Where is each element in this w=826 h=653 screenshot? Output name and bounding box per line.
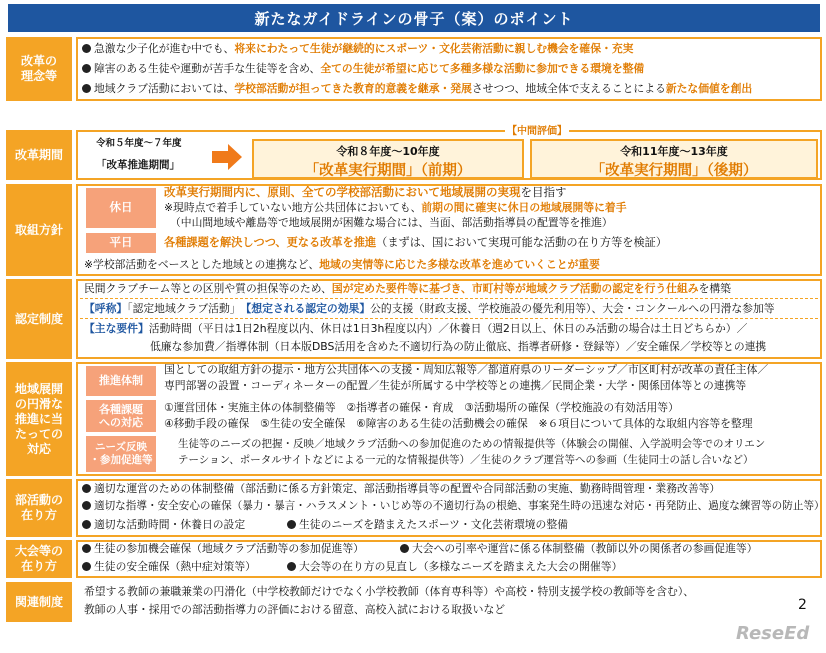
policy-note: ※学校部活動をベースとした地域との連携など、地域の実情等に応じた多様な改革を進めていくことが重要 bbox=[84, 258, 600, 271]
holiday-line-2: ※現時点で着手していない地方公共団体においても、前期の間に確実に休日の地域展開等に着手 bbox=[164, 201, 627, 214]
section-label-policy: 取組方針 bbox=[6, 184, 72, 276]
club-activity-line-3: 適切な活動時間・休養日の設定 bbox=[82, 517, 245, 532]
section-label-period: 改革期間 bbox=[6, 130, 72, 180]
holiday-line-1: 改革実行期間内に、原則、全ての学校部活動において地域展開の実現を目指す bbox=[164, 185, 567, 199]
section-label-tournament: 大会等の 在り方 bbox=[6, 540, 72, 578]
period-box-early bbox=[252, 139, 524, 179]
late-period-name: 「改革実行期間」（後期） bbox=[590, 163, 758, 179]
certification-line-1: 民間クラブチーム等との区別や質の担保等のため、国が定めた要件等に基づき、市町村等が地域クラブ活動の認定を行う仕組みを構築 bbox=[84, 282, 731, 295]
needs-label: ニーズ反映 ・参加促進等 bbox=[86, 436, 156, 472]
divider bbox=[80, 298, 818, 299]
promotion-period-name: 「改革推進期間」 bbox=[96, 159, 180, 171]
tournament-line-1b: 大会への引率や運営に係る体制整備（教師以外の関係者の参画促進等） bbox=[400, 541, 758, 556]
holiday-label: 休日 bbox=[86, 188, 156, 228]
holiday-line-3: （中山間地域や離島等で地域展開が困難な場合には、当面、部活動指導員の配置等を推進） bbox=[170, 216, 613, 229]
section-label-club-activity: 部活動の 在り方 bbox=[6, 479, 72, 537]
philosophy-line-1: 急激な少子化が進む中でも、将来にわたって生徒が継続的にスポーツ・文化芸術活動に親しむ機会を確保・充実 bbox=[82, 41, 633, 56]
divider bbox=[80, 318, 818, 319]
weekday-line: 各種課題を解決しつつ、更なる改革を推進（まずは、国において実現可能な活動の在り方等を検証） bbox=[164, 236, 668, 249]
philosophy-line-3: 地域クラブ活動においては、学校部活動が担ってきた教育的意義を継承・発展させつつ、地域全体で支えることによる新たな価値を創出 bbox=[82, 81, 752, 96]
section-label-philosophy: 改革の 理念等 bbox=[6, 37, 72, 101]
bullet-icon bbox=[82, 520, 91, 529]
early-period-years: 令和８年度～10年度 bbox=[336, 145, 440, 158]
certification-line-2: 【呼称】「認定地域クラブ活動」 【想定される認定の効果】公的支援（財政支援、学校施設の優先利用等）、大会・コンクールへの円滑な参加等 bbox=[84, 302, 775, 315]
early-period-name: 「改革実行期間」（前期） bbox=[304, 163, 472, 179]
related-line-2: 教師の人事・採用での部活動指導力の評価における留意、高校入試における取扱いなど bbox=[84, 603, 506, 616]
section-label-certification: 認定制度 bbox=[6, 279, 72, 359]
promotion-system-label: 推進体制 bbox=[86, 366, 156, 396]
certification-line-3: 【主な要件】活動時間（平日は1日2h程度以内、休日は1日3h程度以内）／休養日（週2日以上、休日のみ活動の場合は土日どちらか）／ bbox=[84, 322, 748, 335]
issues-line-2: ④移動手段の確保 ⑤生徒の安全確保 ⑥障害のある生徒の活動機会の確保 ※６項目について具体的な取組内容等を整理 bbox=[164, 417, 753, 430]
section-label-expansion: 地域展開 の円滑な 推進に当 たっての 対応 bbox=[6, 362, 72, 476]
philosophy-line-2: 障害のある生徒や運動が苦手な生徒等を含め、全ての生徒が希望に応じて多種多様な活動に参加できる環境を整備 bbox=[82, 61, 644, 76]
club-activity-line-3b: 生徒のニーズを踏まえたスポーツ・文化芸術環境の整備 bbox=[287, 517, 568, 532]
bullet-icon bbox=[82, 501, 91, 510]
page-number: 2 bbox=[798, 597, 807, 613]
tournament-line-2a: 生徒の安全確保（熱中症対策等） bbox=[82, 559, 256, 574]
bullet-icon bbox=[400, 544, 409, 553]
section-label-related: 関連制度 bbox=[6, 582, 72, 622]
promotion-system-line-1: 国としての取組方針の提示・地方公共団体への支援・周知広報等／都道府県のリーダーシップ／市区町村が改革の責任主体／ bbox=[164, 363, 769, 376]
promotion-system-line-2: 専門部署の設置・コーディネーターの配置／生徒が所属する中学校等との連携／民間企業・大学・関係団体等との連携等 bbox=[164, 379, 747, 392]
certification-line-4: 低廉な参加費／指導体制（日本版DBS活用を含めた不適切行為の防止徹底、指導者研修・登録等）／安全確保／学校等との連携 bbox=[150, 340, 767, 353]
bullet-icon bbox=[287, 562, 296, 571]
issues-label: 各種課題 への対応 bbox=[86, 400, 156, 432]
bullet-icon bbox=[82, 44, 91, 53]
needs-line-1: 生徒等のニーズの把握・反映／地域クラブ活動への参加促進のための情報提供等（体験会の開催、入学説明会等でのオリエン bbox=[178, 438, 766, 450]
tournament-line-2b: 大会等の在り方の見直し（多様なニーズを踏まえた大会の開催等） bbox=[287, 559, 622, 574]
bullet-icon bbox=[82, 484, 91, 493]
arrow-right-icon bbox=[212, 144, 242, 170]
period-box-late bbox=[530, 139, 818, 179]
watermark-logo: ReseEd bbox=[736, 623, 810, 644]
late-period-years: 令和11年度～13年度 bbox=[620, 145, 728, 158]
bullet-icon bbox=[82, 84, 91, 93]
bullet-icon bbox=[287, 520, 296, 529]
midterm-evaluation: 【中間評価】 bbox=[507, 126, 567, 137]
bullet-icon bbox=[82, 544, 91, 553]
needs-line-2: テーション、ポータルサイトなどによる一元的な情報提供等）／生徒のクラブ運営等への参画（生徒同士の話し合いなど） bbox=[178, 454, 754, 466]
tournament-line-1a: 生徒の参加機会確保（地域クラブ活動等の参加促進等） bbox=[82, 541, 364, 556]
issues-line-1: ①運営団体・実施主体の体制整備等 ②指導者の確保・育成 ③活動場所の確保（学校施設の有効活用等） bbox=[164, 401, 679, 414]
weekday-label: 平日 bbox=[86, 233, 156, 253]
page-title: 新たなガイドラインの骨子（案）のポイント bbox=[8, 4, 820, 32]
related-line-1: 希望する教師の兼職兼業の円滑化（中学校教師だけでなく小学校教師（体育専科等）や高校・特別支援学校の教師等を含む）、 bbox=[84, 585, 695, 598]
bullet-icon bbox=[82, 562, 91, 571]
club-activity-line-1: 適切な運営のための体制整備（部活動に係る方針策定、部活動指導員等の配置や合同部活動の実施、勤務時間管理・業務改善等） bbox=[82, 481, 720, 496]
promotion-period-years: 令和５年度～７年度 bbox=[96, 138, 182, 149]
club-activity-line-2: 適切な指導・安全安心の確保（暴力・暴言・ハラスメント・いじめ等の不適切行為の根絶、事案発生時の迅速な対応・再発防止、過度な練習等の防止等） bbox=[82, 499, 825, 514]
bullet-icon bbox=[82, 64, 91, 73]
